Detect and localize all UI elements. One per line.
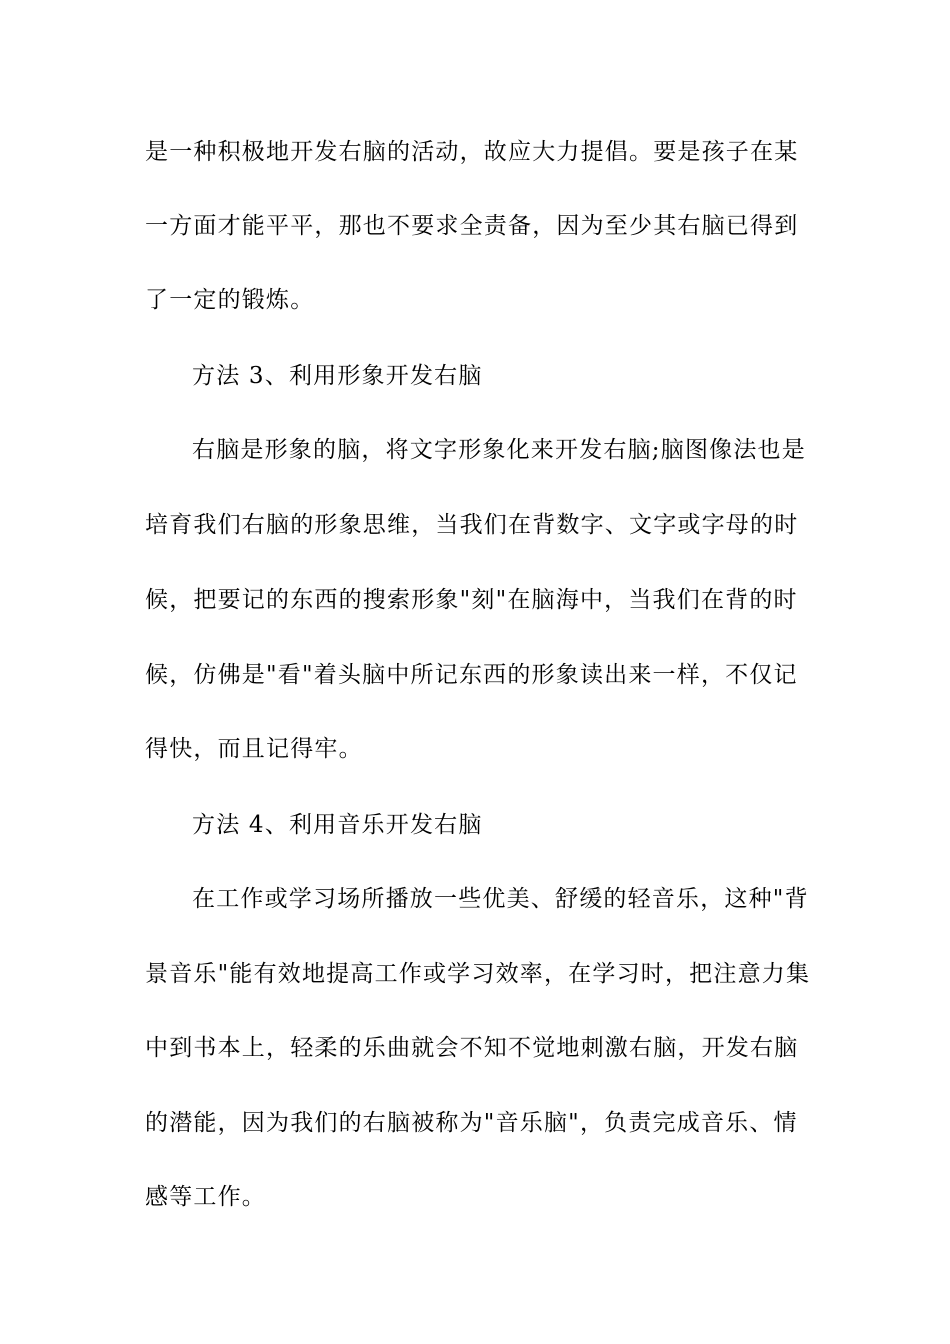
paragraph-line: 感等工作。 <box>145 1184 266 1210</box>
paragraph-line: 了一定的锻炼。 <box>145 287 315 313</box>
paragraph-line: 候，仿佛是"看"着头脑中所记东西的形象读出来一样，不仅记 <box>145 662 798 688</box>
paragraph-line: 是一种积极地开发右脑的活动，故应大力提倡。要是孩子在某 <box>145 139 799 165</box>
paragraph-line: 一方面才能平平，那也不要求全责备，因为至少其右脑已得到 <box>145 213 799 239</box>
paragraph-line: 培育我们右脑的形象思维，当我们在背数字、文字或字母的时 <box>145 512 799 538</box>
paragraph-line: 的潜能，因为我们的右脑被称为"音乐脑"，负责完成音乐、情 <box>145 1110 798 1136</box>
paragraph-line: 景音乐"能有效地提高工作或学习效率，在学习时，把注意力集 <box>145 961 811 987</box>
paragraph-line: 得快，而且记得牢。 <box>145 736 363 762</box>
paragraph-line: 候，把要记的东西的搜索形象"刻"在脑海中，当我们在背的时 <box>145 587 798 613</box>
paragraph-line: 中到书本上，轻柔的乐曲就会不知不觉地刺激右脑，开发右脑 <box>145 1035 799 1061</box>
paragraph-line: 右脑是形象的脑，将文字形象化来开发右脑;脑图像法也是 <box>192 437 806 463</box>
paragraph-line: 在工作或学习场所播放一些优美、舒缓的轻音乐，这种"背 <box>192 886 809 912</box>
section-heading: 方法 4、利用音乐开发右脑 <box>192 812 483 838</box>
section-heading: 方法 3、利用形象开发右脑 <box>192 363 483 389</box>
